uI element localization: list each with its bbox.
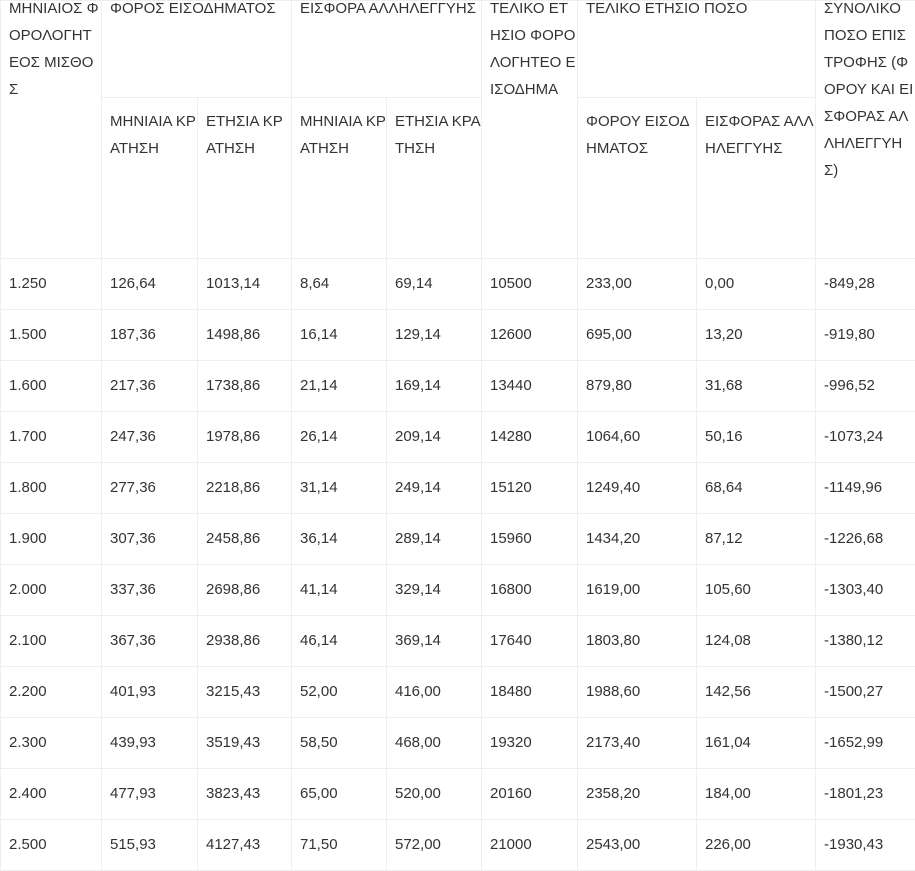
table-row [1, 616, 915, 667]
table-row [1, 769, 915, 820]
cell-tax-monthly: 126,64 [102, 259, 198, 310]
table-row [1, 259, 915, 310]
cell-total-refund: -1500,27 [816, 667, 915, 718]
cell-final-income-tax: 1619,00 [578, 565, 697, 616]
cell-solidarity-annual: 329,14 [387, 565, 482, 616]
header-monthly-salary [1, 1, 102, 259]
cell-solidarity-monthly: 36,14 [292, 514, 387, 565]
cell-total-refund: -996,52 [816, 361, 915, 412]
cell-final-taxable-income: 10500 [482, 259, 578, 310]
cell-solidarity-monthly: 26,14 [292, 412, 387, 463]
cell-final-taxable-income: 14280 [482, 412, 578, 463]
cell-final-solidarity: 87,12 [697, 514, 816, 565]
cell-solidarity-annual: 209,14 [387, 412, 482, 463]
cell-monthly-salary: 2.000 [1, 565, 102, 616]
cell-tax-monthly: 401,93 [102, 667, 198, 718]
cell-tax-monthly: 477,93 [102, 769, 198, 820]
table-row [1, 514, 915, 565]
cell-monthly-salary: 1.700 [1, 412, 102, 463]
cell-solidarity-annual: 572,00 [387, 820, 482, 871]
table-header [1, 1, 915, 259]
header-solidarity-label: ΕΙΣΦΟΡΑ ΑΛΛΗΛΕΓΓΥΗΣ [300, 1, 481, 23]
cell-tax-annual: 1013,14 [198, 259, 292, 310]
header-income-tax [102, 1, 292, 98]
header-final-taxable-income [482, 1, 578, 259]
cell-final-solidarity: 68,64 [697, 463, 816, 514]
cell-solidarity-monthly: 65,00 [292, 769, 387, 820]
cell-monthly-salary: 1.250 [1, 259, 102, 310]
cell-final-taxable-income: 16800 [482, 565, 578, 616]
cell-final-income-tax: 233,00 [578, 259, 697, 310]
cell-tax-annual: 2938,86 [198, 616, 292, 667]
cell-final-taxable-income: 21000 [482, 820, 578, 871]
header-tax-monthly: ΜΗΝΙΑΙΑ ΚΡΑΤΗΣΗ [102, 98, 198, 259]
cell-total-refund: -1226,68 [816, 514, 915, 565]
header-final-solidarity: ΕΙΣΦΟΡΑΣ ΑΛΛΗΛΕΓΓΥΗΣ [697, 98, 816, 259]
cell-solidarity-annual: 129,14 [387, 310, 482, 361]
cell-tax-monthly: 515,93 [102, 820, 198, 871]
cell-final-taxable-income: 20160 [482, 769, 578, 820]
cell-solidarity-annual: 520,00 [387, 769, 482, 820]
cell-final-solidarity: 31,68 [697, 361, 816, 412]
cell-final-income-tax: 879,80 [578, 361, 697, 412]
cell-tax-annual: 1498,86 [198, 310, 292, 361]
cell-tax-annual: 2458,86 [198, 514, 292, 565]
cell-total-refund: -1380,12 [816, 616, 915, 667]
header-income-tax-label: ΦΟΡΟΣ ΕΙΣΟΔΗΜΑΤΟΣ [110, 1, 291, 23]
cell-total-refund: -1149,96 [816, 463, 915, 514]
cell-total-refund: -1073,24 [816, 412, 915, 463]
cell-solidarity-monthly: 71,50 [292, 820, 387, 871]
cell-monthly-salary: 1.800 [1, 463, 102, 514]
cell-tax-annual: 4127,43 [198, 820, 292, 871]
cell-total-refund: -1930,43 [816, 820, 915, 871]
cell-total-refund: -1801,23 [816, 769, 915, 820]
cell-final-solidarity: 13,20 [697, 310, 816, 361]
cell-total-refund: -1652,99 [816, 718, 915, 769]
cell-monthly-salary: 1.500 [1, 310, 102, 361]
cell-tax-monthly: 217,36 [102, 361, 198, 412]
header-solidarity-monthly: ΜΗΝΙΑΙΑ ΚΡΑΤΗΣΗ [292, 98, 387, 259]
cell-final-income-tax: 1064,60 [578, 412, 697, 463]
table-row [1, 820, 915, 871]
cell-monthly-salary: 2.500 [1, 820, 102, 871]
table-row [1, 412, 915, 463]
cell-final-solidarity: 226,00 [697, 820, 816, 871]
cell-final-taxable-income: 15120 [482, 463, 578, 514]
header-monthly-salary-label: ΜΗΝΙΑΙΟΣ ΦΟΡΟΛΟΓΗΤΕΟΣ ΜΙΣΘΟΣ [9, 1, 101, 104]
cell-final-taxable-income: 12600 [482, 310, 578, 361]
cell-final-solidarity: 105,60 [697, 565, 816, 616]
cell-tax-monthly: 307,36 [102, 514, 198, 565]
table-row [1, 718, 915, 769]
cell-tax-annual: 3519,43 [198, 718, 292, 769]
cell-tax-annual: 3823,43 [198, 769, 292, 820]
cell-monthly-salary: 1.600 [1, 361, 102, 412]
cell-final-income-tax: 2358,20 [578, 769, 697, 820]
header-solidarity [292, 1, 482, 98]
cell-tax-monthly: 367,36 [102, 616, 198, 667]
cell-solidarity-monthly: 52,00 [292, 667, 387, 718]
cell-final-solidarity: 50,16 [697, 412, 816, 463]
cell-final-solidarity: 184,00 [697, 769, 816, 820]
header-final-income-tax: ΦΟΡΟΥ ΕΙΣΟΔΗΜΑΤΟΣ [578, 98, 697, 259]
cell-final-income-tax: 1803,80 [578, 616, 697, 667]
cell-total-refund: -1303,40 [816, 565, 915, 616]
table-body [1, 259, 915, 871]
cell-final-taxable-income: 17640 [482, 616, 578, 667]
cell-final-solidarity: 124,08 [697, 616, 816, 667]
cell-solidarity-monthly: 41,14 [292, 565, 387, 616]
cell-solidarity-annual: 369,14 [387, 616, 482, 667]
cell-solidarity-monthly: 21,14 [292, 361, 387, 412]
cell-final-taxable-income: 13440 [482, 361, 578, 412]
cell-solidarity-annual: 468,00 [387, 718, 482, 769]
cell-tax-monthly: 187,36 [102, 310, 198, 361]
table-row [1, 463, 915, 514]
cell-final-income-tax: 695,00 [578, 310, 697, 361]
cell-tax-annual: 2218,86 [198, 463, 292, 514]
cell-solidarity-annual: 69,14 [387, 259, 482, 310]
cell-solidarity-annual: 416,00 [387, 667, 482, 718]
cell-tax-annual: 1978,86 [198, 412, 292, 463]
cell-solidarity-monthly: 16,14 [292, 310, 387, 361]
header-solidarity-annual: ΕΤΗΣΙΑ ΚΡΑΤΗΣΗ [387, 98, 482, 259]
cell-solidarity-annual: 289,14 [387, 514, 482, 565]
table-row [1, 565, 915, 616]
cell-solidarity-annual: 169,14 [387, 361, 482, 412]
cell-solidarity-monthly: 46,14 [292, 616, 387, 667]
cell-tax-monthly: 247,36 [102, 412, 198, 463]
header-final-annual-amount [578, 1, 816, 98]
table-row [1, 667, 915, 718]
cell-tax-annual: 2698,86 [198, 565, 292, 616]
header-final-annual-amount-label: ΤΕΛΙΚΟ ΕΤΗΣΙΟ ΠΟΣΟ [586, 1, 815, 23]
cell-tax-annual: 3215,43 [198, 667, 292, 718]
cell-monthly-salary: 2.400 [1, 769, 102, 820]
cell-solidarity-annual: 249,14 [387, 463, 482, 514]
cell-monthly-salary: 1.900 [1, 514, 102, 565]
cell-tax-monthly: 337,36 [102, 565, 198, 616]
cell-tax-monthly: 277,36 [102, 463, 198, 514]
cell-final-income-tax: 2173,40 [578, 718, 697, 769]
cell-total-refund: -919,80 [816, 310, 915, 361]
cell-final-income-tax: 2543,00 [578, 820, 697, 871]
cell-monthly-salary: 2.300 [1, 718, 102, 769]
cell-final-taxable-income: 19320 [482, 718, 578, 769]
cell-final-income-tax: 1249,40 [578, 463, 697, 514]
cell-final-income-tax: 1434,20 [578, 514, 697, 565]
header-tax-annual: ΕΤΗΣΙΑ ΚΡΑΤΗΣΗ [198, 98, 292, 259]
cell-final-income-tax: 1988,60 [578, 667, 697, 718]
header-total-refund [816, 1, 915, 259]
header-final-taxable-income-label: ΤΕΛΙΚΟ ΕΤΗΣΙΟ ΦΟΡΟΛΟΓΗΤΕΟ ΕΙΣΟΔΗΜΑ [490, 1, 577, 104]
header-total-refund-label: ΣΥΝΟΛΙΚΟ ΠΟΣΟ ΕΠΙΣΤΡΟΦΗΣ (ΦΟΡΟΥ ΚΑΙ ΕΙΣΦΟΡΑΣ ΑΛΛΗΛΕΓΓΥΗΣ) [824, 1, 915, 185]
cell-final-taxable-income: 15960 [482, 514, 578, 565]
cell-final-solidarity: 0,00 [697, 259, 816, 310]
cell-final-solidarity: 142,56 [697, 667, 816, 718]
cell-monthly-salary: 2.200 [1, 667, 102, 718]
cell-solidarity-monthly: 58,50 [292, 718, 387, 769]
cell-total-refund: -849,28 [816, 259, 915, 310]
cell-solidarity-monthly: 8,64 [292, 259, 387, 310]
cell-solidarity-monthly: 31,14 [292, 463, 387, 514]
cell-monthly-salary: 2.100 [1, 616, 102, 667]
cell-final-taxable-income: 18480 [482, 667, 578, 718]
cell-final-solidarity: 161,04 [697, 718, 816, 769]
table-row [1, 310, 915, 361]
cell-tax-monthly: 439,93 [102, 718, 198, 769]
table-row [1, 361, 915, 412]
cell-tax-annual: 1738,86 [198, 361, 292, 412]
